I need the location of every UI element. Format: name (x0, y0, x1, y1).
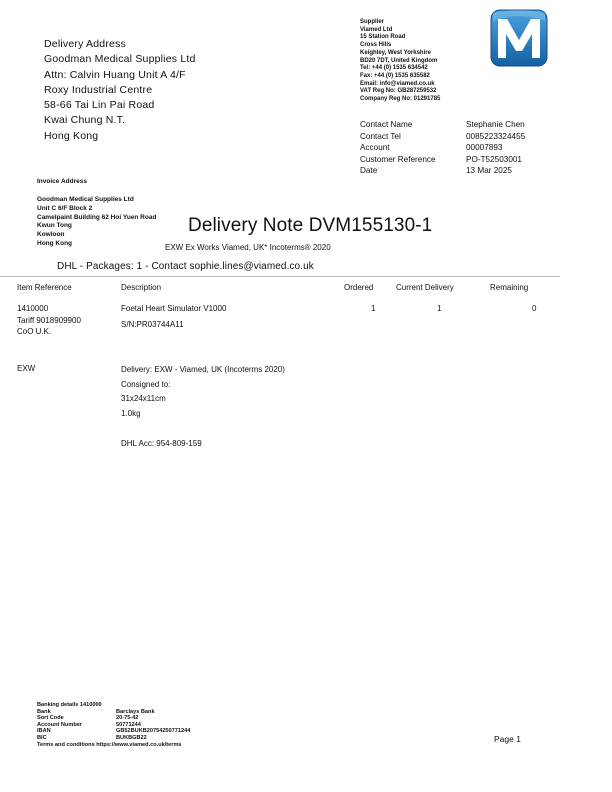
invoice-address-line: Camelpaint Building 62 Hoi Yuen Road (37, 213, 157, 221)
supplier-line: Keighley, West Yorkshire (360, 49, 431, 56)
supplier-line: 15 Station Road (360, 34, 406, 41)
banking-label: BIC (37, 734, 47, 741)
invoice-address-line: Hong Kong (37, 239, 73, 247)
banking-row (37, 728, 190, 735)
supplier-email: Email: info@viamed.co.uk (360, 80, 435, 87)
banking-value: GB52BUKB20754250771244 (116, 728, 191, 735)
contact-value: 0085223324455 (466, 131, 526, 141)
package-dimensions: 31x24x11cm (121, 394, 166, 404)
contact-label: Customer Reference (360, 154, 436, 164)
header-description: Description (121, 283, 162, 292)
invoice-address-line: Goodman Medical Supplies Ltd (37, 196, 134, 203)
invoice-address-line: Kwun Tong (37, 222, 72, 230)
delivery-address-line: 58-66 Tai Lin Pai Road (44, 99, 155, 112)
delivery-address-line: Goodman Medical Supplies Ltd (44, 53, 196, 66)
delivery-code: EXW (17, 364, 36, 373)
supplier-block (360, 19, 440, 104)
contact-row (360, 165, 546, 177)
banking-heading: Banking details 1410000 (37, 702, 102, 708)
banking-details (37, 702, 190, 748)
shipping-line: DHL - Packages: 1 - Contact sophie.lines@viamed.co.uk (57, 261, 314, 272)
banking-value: 50771244 (116, 721, 141, 728)
contact-value: Stephanie Chen (466, 120, 525, 129)
contact-row (360, 154, 546, 166)
header-ordered: Ordered (344, 283, 374, 292)
banking-value: BUKBGB22 (116, 734, 147, 741)
contact-row (360, 142, 546, 154)
table-divider (0, 276, 560, 277)
item-country-of-origin: CoO U.K. (17, 327, 52, 336)
supplier-tel: Tel: +44 (0) 1535 634542 (360, 65, 428, 72)
delivery-terms: Delivery: EXW - Viamed, UK (Incoterms 2020) Consigned to: (121, 365, 285, 389)
delivery-address-line: Hong Kong (44, 129, 99, 142)
contact-label: Date (360, 166, 378, 176)
item-current-delivery-qty: 1 (437, 304, 442, 313)
invoice-address (37, 196, 156, 249)
carrier-account: DHL Acc: 954-809-159 (121, 438, 202, 448)
banking-row (37, 715, 190, 722)
viamed-logo-icon (490, 9, 548, 67)
item-remaining-qty: 0 (532, 304, 537, 313)
supplier-line: Viamed Ltd (360, 26, 393, 33)
contact-table (360, 119, 546, 177)
banking-row (37, 709, 190, 716)
spacer (121, 422, 321, 437)
item-tariff: Tariff 9018909900 (17, 315, 81, 325)
contact-label: Account (360, 143, 390, 153)
header-remaining: Remaining (490, 283, 529, 292)
banking-label: Account Number (37, 721, 83, 728)
banking-label: Sort Code (37, 715, 64, 722)
delivery-address (44, 37, 196, 144)
terms-link[interactable]: Terms and conditions https://www.viamed.co.uk/terms (37, 741, 182, 748)
contact-row (360, 119, 546, 131)
contact-value: 13 Mar 2025 (466, 166, 512, 176)
banking-value: 20-75-42 (116, 715, 139, 722)
contact-label: Contact Tel (360, 131, 401, 141)
document-title: Delivery Note DVM155130-1 (188, 215, 433, 236)
delivery-info (121, 363, 321, 451)
page-number: Page 1 (494, 734, 521, 744)
item-ordered-qty: 1 (371, 304, 376, 313)
table-row-description (121, 303, 226, 330)
contact-row (360, 131, 546, 143)
package-weight: 1.0kg (121, 409, 141, 419)
header-item-reference: Item Reference (17, 283, 72, 292)
invoice-address-line: Kowloon (37, 231, 65, 239)
contact-label: Contact Name (360, 120, 413, 129)
item-serial-number: S/N:PR03744A11 (121, 319, 184, 329)
banking-row (37, 735, 190, 742)
supplier-line: Cross Hills (360, 42, 392, 49)
header-current-delivery: Current Delivery (396, 283, 454, 292)
item-description: Foetal Heart Simulator V1000 (121, 304, 227, 313)
supplier-company-reg: Company Reg No: 01291785 (360, 96, 441, 103)
delivery-address-line: Attn: Calvin Huang Unit A 4/F (44, 68, 186, 81)
table-row-item-reference (17, 303, 81, 338)
banking-row (37, 722, 190, 729)
supplier-vat: VAT Reg No: GB287259532 (360, 88, 437, 95)
supplier-heading: Supplier (360, 19, 385, 25)
delivery-address-line: Kwai Chung N.T. (44, 114, 126, 127)
delivery-address-heading: Delivery Address (44, 38, 126, 50)
banking-value: Barclays Bank (116, 708, 155, 715)
item-code: 1410000 (17, 304, 49, 313)
supplier-fax: Fax: +44 (0) 1535 635582 (360, 72, 430, 79)
contact-value: 00007893 (466, 143, 503, 153)
banking-label: Bank (37, 708, 51, 715)
banking-label: IBAN (37, 728, 51, 735)
incoterms-line: EXW Ex Works Viamed, UK* Incoterms® 2020 (165, 243, 331, 252)
invoice-address-line: Unit C 6/F Block 2 (37, 204, 93, 212)
delivery-address-line: Roxy Industrial Centre (44, 83, 153, 96)
supplier-line: BD20 7DT, United Kingdom (360, 57, 438, 64)
contact-value: PO-T52503001 (466, 154, 522, 164)
invoice-address-heading: Invoice Address (37, 178, 87, 185)
